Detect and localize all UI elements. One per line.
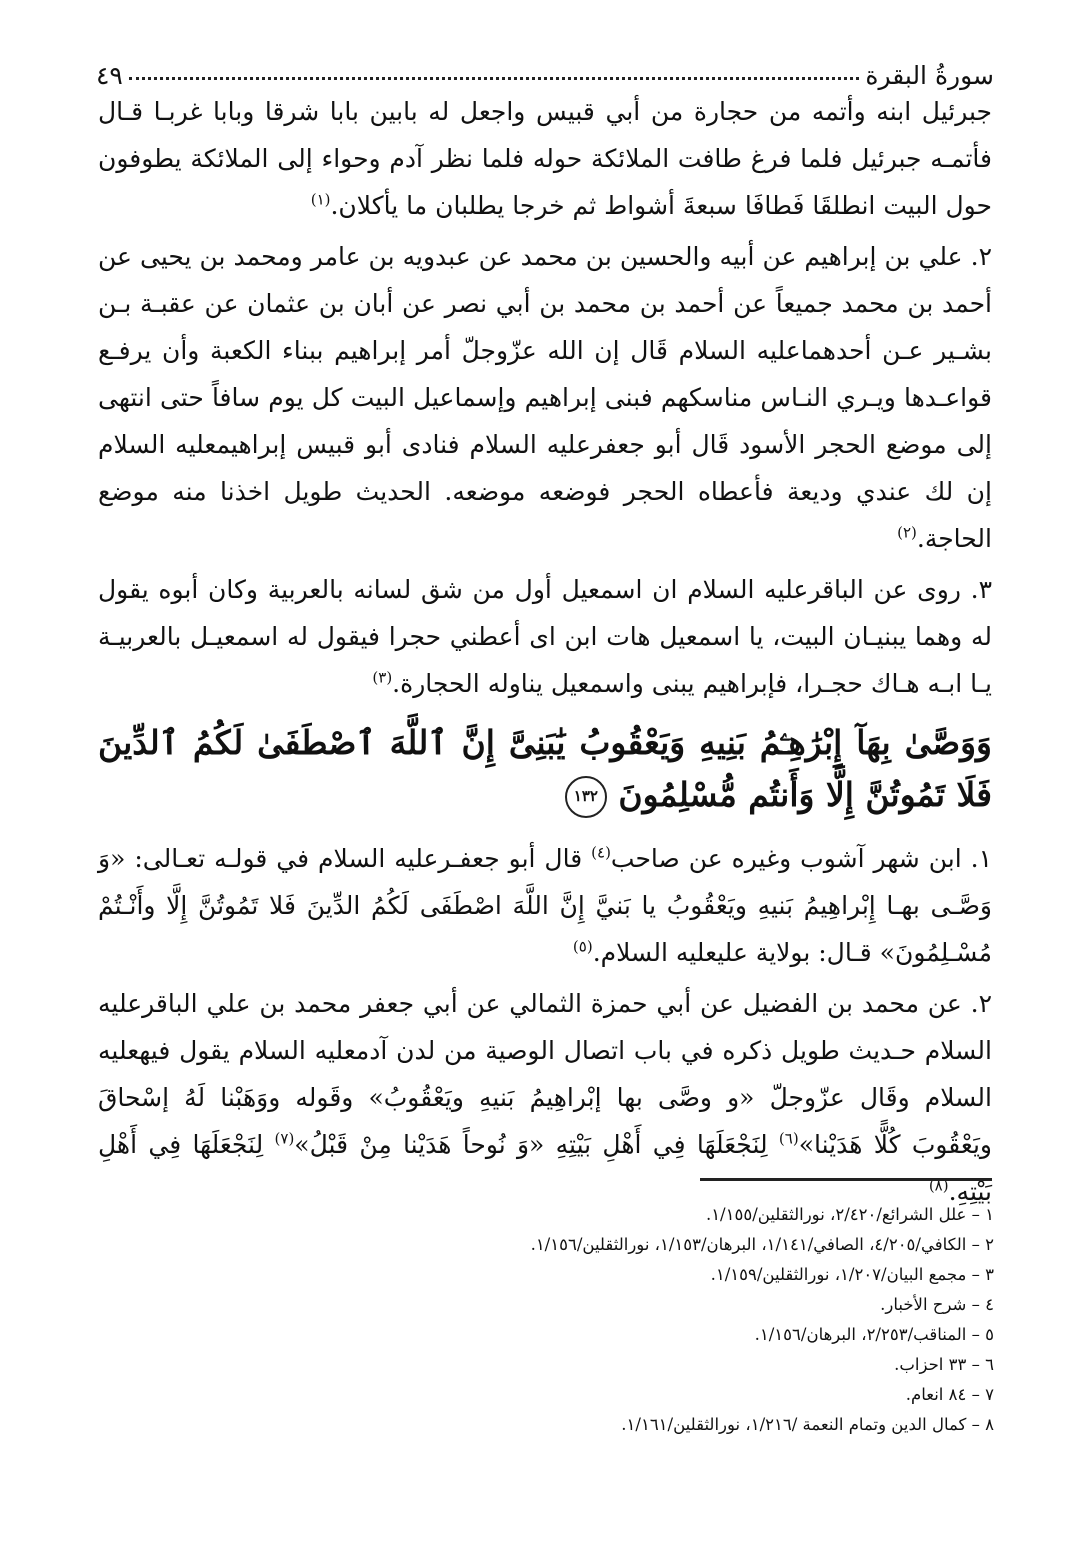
surah-title: سورةُ البقرة bbox=[865, 61, 994, 90]
paragraph-text: قال أبو جعفـرعليه السلام في قولـه تعـالى: «وَ وَصَّـى بهـا إِبْراهِيمُ بَنيهِ ويَعْقُوبُ يا بَنيَّ إِنَّ اللَّهَ اصْطَفَى لَكُمُ الدِّينَ فَلا تَمُوتُنَّ إِلَّا وأَنْـتُمْ مُسْـلِمُونَ» قـال: بولاية عليعليه السلام. bbox=[98, 844, 992, 967]
footnotes-list bbox=[300, 1200, 994, 1440]
footnote-ref: (٦) bbox=[778, 1129, 799, 1148]
paragraph-text: ٢. علي بن إبراهيم عن أبيه والحسين بن محمد عن عبدويه بن عامر ومحمد بن يحيى عن أحمد بن محمد جميعاً عن أحمد بن محمد بن أبي نصر عن أبان بن عثمان عن عقبـة بـن بشـير عـن أحدهماعليه السلام قَال إن الله عزّوجلّ أمر إبراهيم ببناء الكعبة وأن يرفـع قواعـدها ويـري النـاس مناسكهم فبنى إبراهيم وإسماعيل البيت كل يوم سافاً حتى انتهى إلى موضع الحجر الأسود قَال أبو جعفرعليه السلام فنادى أبو قبيس إبراهيمعليه السلام إن لك عندي وديعة فأعطاه الحجر فوضعه موضعه. الحديث طويل اخذنا منه موضع الحاجة. bbox=[98, 242, 992, 553]
verse-text: وَوَصَّىٰ بِهَآ إِبْرَٰهِـۧمُ بَنِيهِ وَيَعْقُوبُ يَٰبَنِىَّ إِنَّ ٱللَّهَ ٱصْطَفَىٰ لَكُمُ ٱلدِّينَ فَلَا تَمُوتُنَّ إِلَّا وَأَنتُم مُّسْلِمُونَ bbox=[98, 723, 992, 814]
footnote-ref: (٣) bbox=[372, 668, 393, 687]
header-dot-leader bbox=[129, 77, 860, 80]
paragraph-text: جبرئيل ابنه وأتمه من حجارة من أبي قبيس واجعل له بابين بابا شرقا وبابا غربـا قـال فأتمـه جبرئيل فلما فرغ طافت الملائكة حوله فلما نظر آدم وحواء إلى الملائكة يطوفون حول البيت انطلقَا فَطافَا سبعةَ أشواط ثم خرجا يطلبان ما يأكلان. bbox=[98, 97, 992, 220]
footnote-item: ٧ – ٨٤ انعام. bbox=[905, 1385, 994, 1404]
footnote-ref: (٧) bbox=[274, 1129, 295, 1148]
footnote-divider bbox=[700, 1178, 992, 1181]
footnote-item: ٢ – الكافي/٤/٢٠٥، الصافي/١/١٤١، البرهان/١/١٥٣، نورالثقلين/١/١٥٦. bbox=[530, 1235, 994, 1254]
footnote-ref: (٨) bbox=[928, 1176, 949, 1195]
footnote-item: ٨ – كمال الدين وتمام النعمة /١/٢١٦، نورالثقلين/١/١٦١. bbox=[621, 1415, 994, 1434]
paragraph-3 bbox=[98, 566, 992, 707]
footnote-item: ٥ – المناقب/٢/٢٥٣، البرهان/١/١٥٦. bbox=[754, 1325, 994, 1344]
paragraph-text: لِنَجْعَلَهَا فِي أَهْلِ بَيْتِهِ. bbox=[98, 1130, 992, 1206]
footnote-item: ٣ – مجمع البيان/١/٢٠٧، نورالثقلين/١/١٥٩. bbox=[710, 1265, 994, 1284]
page-header bbox=[96, 44, 994, 90]
footnote-ref: (٤) bbox=[591, 843, 611, 862]
paragraph-text: لِنَجْعَلَهَا فِي أَهْلِ بَيْتِهِ «وَ نُوحاً هَدَيْنا مِنْ قَبْلُ» bbox=[294, 1130, 779, 1159]
paragraph-1 bbox=[98, 88, 992, 229]
paragraph-4 bbox=[98, 835, 992, 976]
footnote-ref: (٢) bbox=[897, 523, 917, 542]
paragraph-text: ١. ابن شهر آشوب وغيره عن صاحب bbox=[610, 844, 992, 873]
footnote-item: ٤ – شرح الأخبار. bbox=[880, 1295, 994, 1314]
page-number: ٤٩ bbox=[96, 61, 123, 90]
paragraph-text: ٢. عن محمد بن الفضيل عن أبي حمزة الثمالي عن أبي جعفر محمد بن علي الباقرعليه السلام حـديث طويل ذكره في باب اتصال الوصية من لدن آدمعليه السلام يقول فيهعليه السلام وقَال عزّوجلّ «و وصَّى بها إبْراهِيمُ بَنيهِ ويَعْقُوبُ» وقَوله ووَهَبْنا لَهُ إسْحاقَ ويَعْقُوبَ كُلًّا هَدَيْنا» bbox=[98, 989, 993, 1159]
page-body bbox=[98, 88, 992, 1219]
paragraph-2 bbox=[98, 233, 992, 562]
footnote-ref: (٥) bbox=[572, 937, 593, 956]
footnote-item: ١ – علل الشرائع/٢/٤٢٠، نورالثقلين/١/١٥٥. bbox=[705, 1205, 994, 1224]
footnote-ref: (١) bbox=[310, 190, 331, 209]
footnote-item: ٦ – ٣٣ احزاب. bbox=[894, 1355, 994, 1374]
paragraph-text: ٣. روى عن الباقرعليه السلام ان اسمعيل أول من شق لسانه بالعربية وكان أبوه يقول له وهما يبنيـان البيت، يا اسمعيل هات ابن اى أعطني حجرا فيقول له اسمعيـل بالعربيـة يـا ابـه هـاك حجـرا، فإبراهيم يبنى واسمعيل يناوله الحجارة. bbox=[98, 575, 992, 698]
ayah-number-badge: ١٣٢ bbox=[565, 776, 607, 818]
quran-verse bbox=[98, 717, 992, 821]
